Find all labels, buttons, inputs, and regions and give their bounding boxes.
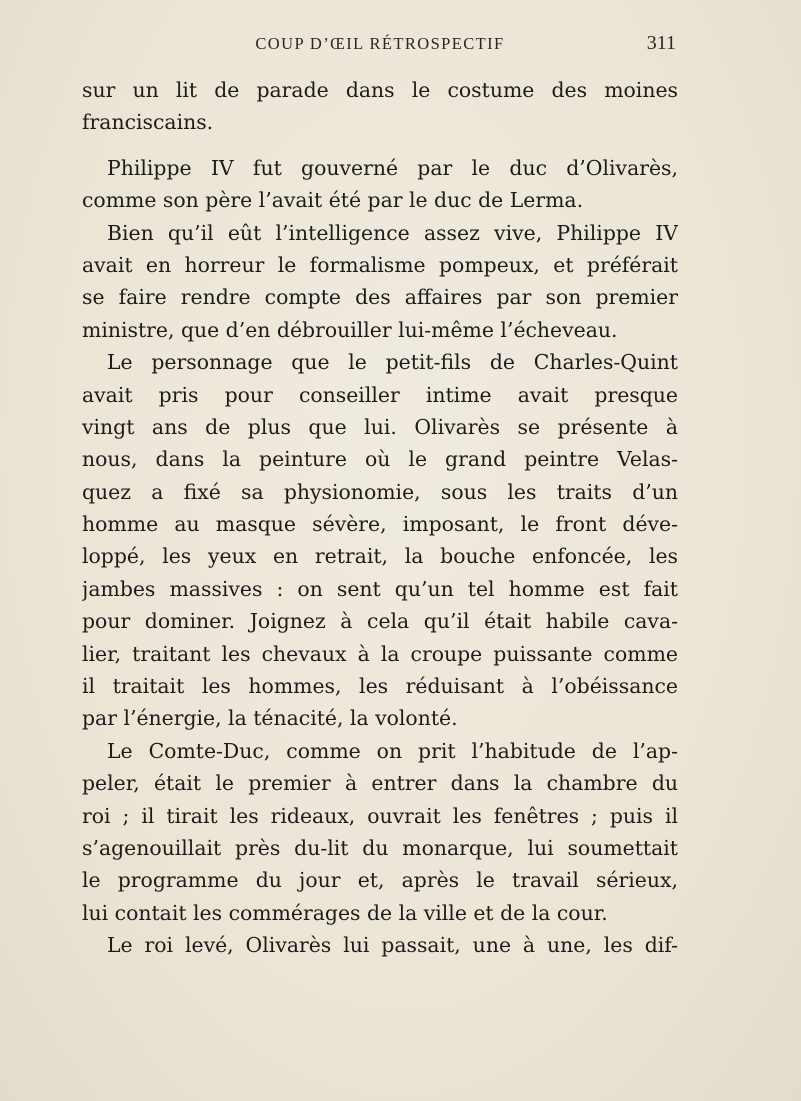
text-line: homme au masque sévère, imposant, le front déve-	[82, 512, 678, 537]
text-line: il traitait les hommes, les réduisant à l’obéissance	[82, 674, 678, 699]
text-line: Le personnage que le petit-fils de Charles-Quint	[107, 350, 678, 375]
text-line: peler, était le premier à entrer dans la chambre du	[82, 771, 678, 796]
text-line: ministre, que d’en débrouiller lui-même l’écheveau.	[82, 317, 618, 342]
text-line: se faire rendre compte des affaires par son premier	[82, 285, 678, 310]
text-line: Le Comte-Duc, comme on prit l’habitude de l’ap-	[107, 738, 678, 763]
text-line: le programme du jour et, après le travail sérieux,	[82, 868, 678, 893]
text-line: Le roi levé, Olivarès lui passait, une à une, les dif-	[107, 933, 678, 958]
body-text	[82, 74, 678, 962]
paragraph-gap	[82, 139, 678, 152]
text-line: Philippe IV fut gouverné par le duc d’Olivarès,	[107, 155, 678, 180]
running-head: COUP D’ŒIL RÉTROSPECTIF	[255, 34, 505, 53]
text-line: sur un lit de parade dans le costume des moines	[82, 78, 678, 102]
text-line: Bien qu’il eût l’intelligence assez vive, Philippe IV	[107, 220, 678, 245]
text-line: avait en horreur le formalisme pompeux, et préférait	[82, 252, 678, 277]
text-line: avait pris pour conseiller intime avait presque	[82, 382, 678, 407]
text-line: vingt ans de plus que lui. Olivarès se présente à	[82, 414, 678, 439]
text-line: par l’énergie, la ténacité, la volonté.	[82, 706, 458, 731]
text-line: loppé, les yeux en retrait, la bouche enfoncée, les	[82, 544, 678, 569]
text-line: jambes massives : on sent qu’un tel homme est fait	[82, 576, 678, 601]
text-line: lier, traitant les chevaux à la croupe puissante comme	[82, 641, 678, 666]
text-line: franciscains.	[82, 110, 214, 135]
text-line: s’agenouillait près du-lit du monarque, lui soumettait	[82, 835, 678, 860]
text-line: comme son père l’avait été par le duc de Lerma.	[82, 188, 584, 213]
text-line: lui contait les commérages de la ville et de la cour.	[82, 900, 608, 925]
page-header	[82, 34, 678, 60]
text-line: nous, dans la peinture où le grand peintre Velas-	[82, 447, 678, 472]
page-number: 311	[646, 32, 676, 54]
text-line: pour dominer. Joignez à cela qu’il était habile cava-	[82, 609, 678, 634]
text-line: roi ; il tirait les rideaux, ouvrait les fenêtres ; puis il	[82, 803, 678, 828]
text-line: quez a fixé sa physionomie, sous les traits d’un	[82, 479, 678, 504]
